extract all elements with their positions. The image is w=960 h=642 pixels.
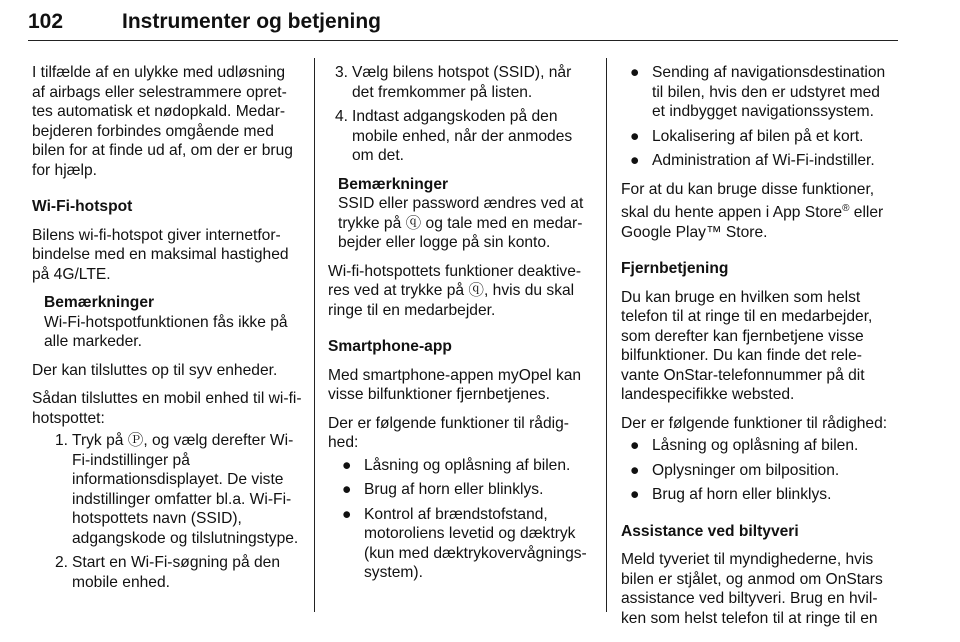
registered-mark: ® xyxy=(842,203,850,214)
bullet-icon: ● xyxy=(630,152,640,169)
app-functions-list xyxy=(342,456,594,583)
list-item xyxy=(630,151,889,171)
page-header xyxy=(28,2,898,41)
step-text: Vælg bilens hotspot (SSID), når det fremkommer på listen. xyxy=(352,64,572,101)
bullet-text: Brug af horn eller blinklys. xyxy=(364,481,544,498)
bullet-text: Brug af horn eller blinklys. xyxy=(652,486,832,504)
functions-intro: Der er følgende funktioner til rådighed: xyxy=(621,414,888,432)
bullet-text: Låsning og oplåsning af bilen. xyxy=(364,456,571,474)
app-heading: Smartphone-app xyxy=(328,338,452,355)
list-item xyxy=(54,553,302,592)
step-number: 1. xyxy=(54,432,68,449)
wifi-heading: Wi-Fi-hotspot xyxy=(32,198,133,215)
bullet-icon: ● xyxy=(630,127,640,145)
column-2 xyxy=(328,63,594,592)
note-label: Bemærkninger xyxy=(338,175,449,193)
list-item xyxy=(334,107,594,166)
list-item xyxy=(342,480,594,500)
column-3 xyxy=(621,63,889,637)
functions-intro: Der er følgende funktioner til rådighed: xyxy=(328,414,569,451)
app-functions-list-cont xyxy=(630,63,889,171)
bullet-text: Administration af Wi-Fi-indstiller. xyxy=(652,152,875,169)
bullet-icon: ● xyxy=(342,505,352,523)
bullet-text: Lokalisering af bilen på et kort. xyxy=(652,127,864,145)
list-item xyxy=(630,63,889,122)
bullet-icon: ● xyxy=(342,481,352,498)
list-item xyxy=(630,461,889,481)
list-item xyxy=(630,485,889,505)
remote-functions-list xyxy=(630,436,889,505)
bullet-icon: ● xyxy=(342,456,352,474)
intro-paragraph: I tilfælde af en ulykke med udløsning af airbags eller selestrammere oprettes automatisk et nødopkald. Medarbejderen forbindes omgående med bilen for at finde ud af, om der er brug for hjælp. xyxy=(32,64,293,179)
list-item xyxy=(342,505,594,583)
step-number: 3. xyxy=(334,64,348,81)
app-store-text: For at du kan bruge disse funktioner, skal du hente appen i App Store xyxy=(621,180,875,222)
connect-paragraph: Sådan tilsluttes en mobil enhed til wi-fi-hotspottet: xyxy=(32,390,302,427)
note-label: Bemærkninger xyxy=(44,294,155,311)
bullet-icon: ● xyxy=(630,437,640,455)
page-title: Instrumenter og betjening xyxy=(122,10,382,33)
theft-paragraph: Meld tyveriet til myndighederne, hvis bilen er stjålet, og anmod om OnStars assistance ved biltyveri. Brug en hvilken som helst telefon til at ringe til en xyxy=(621,551,883,627)
step-text: Indtast adgangskoden på den mobile enhed, når der anmodes om det. xyxy=(352,108,573,164)
deactivate-paragraph: Wi-fi-hotspottets funktioner deaktiveres ved at trykke på ⓠ, hvis du skal ringe til en medarbejder. xyxy=(328,262,582,319)
note-text: SSID eller password ændres ved at trykke på ⓠ og tale med en medarbejder eller logge på sin konto. xyxy=(338,195,584,251)
bullet-icon: ● xyxy=(630,461,640,479)
list-item xyxy=(54,431,302,548)
list-item xyxy=(342,456,594,476)
bullet-text: Sending af navigationsdestination til bilen, hvis den er udstyret med et indbygget navigationssystem. xyxy=(652,64,886,120)
steps-list-1 xyxy=(54,431,302,592)
list-item xyxy=(630,127,889,147)
steps-list-2 xyxy=(334,63,594,166)
app-store-text-end: eller Google Play™ Store. xyxy=(621,204,884,241)
bullet-text: Låsning og oplåsning af bilen. xyxy=(652,437,859,455)
bullet-icon: ● xyxy=(630,486,640,504)
list-item xyxy=(630,436,889,456)
step-number: 4. xyxy=(334,108,348,125)
app-paragraph: Med smartphone-appen myOpel kan visse bilfunktioner fjernbetjenes. xyxy=(328,366,582,403)
step-text: Start en Wi-Fi-søgning på den mobile enhed. xyxy=(72,554,281,591)
column-divider-1 xyxy=(314,58,315,612)
step-text: Tryk på Ⓟ, og vælg derefter Wi-Fi-indstillinger på informationsdisplayet. De viste indstillinger omfatter bl.a. Wi-Fi-hotspottets navn (SSID), adgangskode og tilslutningstype. xyxy=(72,432,299,547)
bullet-text: Kontrol af brændstofstand, motoroliens levetid og dæktryk (kun med dæktrykovervågningssystem). xyxy=(364,505,587,581)
list-item xyxy=(334,63,594,102)
remote-heading: Fjernbetjening xyxy=(621,260,729,278)
theft-heading: Assistance ved biltyveri xyxy=(621,522,799,540)
page-number: 102 xyxy=(28,10,64,33)
step-number: 2. xyxy=(54,554,68,571)
column-1 xyxy=(32,63,302,601)
bullet-icon: ● xyxy=(630,64,640,81)
app-store-paragraph xyxy=(621,180,889,243)
ssid-note xyxy=(338,175,594,253)
devices-paragraph: Der kan tilsluttes op til syv enheder. xyxy=(32,361,278,379)
remote-paragraph: Du kan bruge en hvilken som helst telefon til at ringe til en medarbejder, som derefter kan fjernbetjene visse bilfunktioner. Du kan finde det relevante OnStar-telefonnummer på dit landespecifikke websted. xyxy=(621,288,873,404)
wifi-paragraph: Bilens wi-fi-hotspot giver internetforbindelse med en maksimal hastighed på 4G/LTE. xyxy=(32,226,289,283)
wifi-note xyxy=(44,293,302,352)
bullet-text: Oplysninger om bilposition. xyxy=(652,461,840,479)
note-text: Wi-Fi-hotspotfunktionen fås ikke på alle markeder. xyxy=(44,313,288,350)
column-divider-2 xyxy=(606,58,607,612)
